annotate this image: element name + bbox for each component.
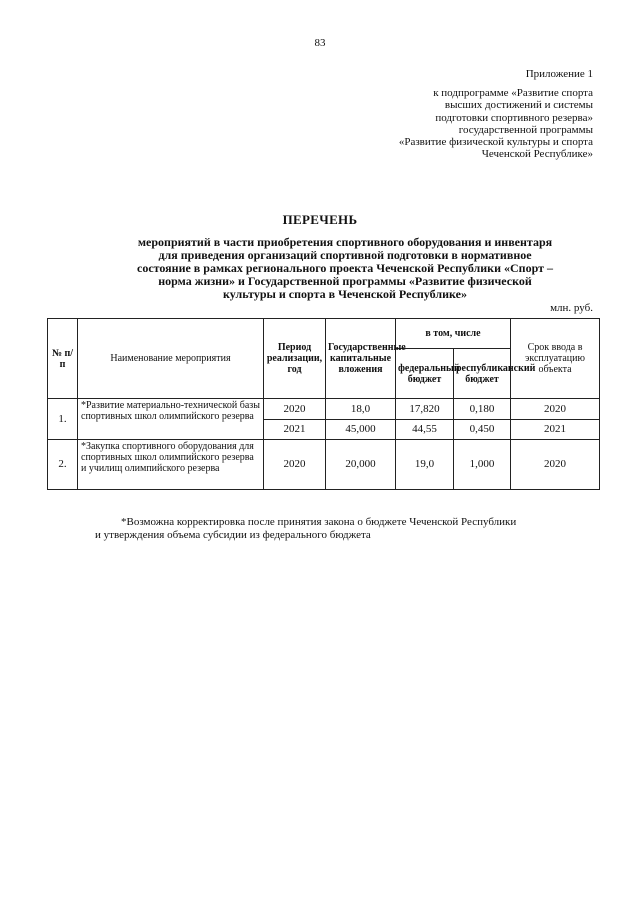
cell-deadline: 2021 [511, 420, 600, 440]
cell-federal: 44,55 [396, 420, 454, 440]
cell-deadline: 2020 [511, 399, 600, 420]
cell-period: 2020 [264, 399, 326, 420]
subtitle-line: культуры и спорта в Чеченской Республике» [223, 287, 467, 301]
cell-period: 2021 [264, 420, 326, 440]
footnote [95, 516, 597, 542]
header-capital: Государственные капитальные вложения [326, 319, 396, 399]
cell-republic: 1,000 [454, 440, 511, 490]
table-row [48, 399, 600, 420]
appendix-line: подготовки спортивного резерва» [435, 111, 593, 124]
appendix-line: высших достижений и системы [444, 99, 593, 112]
footnote-line: и утверждения объема субсидии из федерального бюджета [95, 529, 371, 541]
header-period: Период реализации, год [264, 319, 326, 399]
appendix-line: «Развитие физической культуры и спорта [398, 136, 593, 149]
appendix-line: государственной программы [458, 123, 593, 136]
table-row [48, 440, 600, 490]
subtitle-line: мероприятий в части приобретения спортивного оборудования и инвентаря [137, 235, 553, 249]
appendix-line: к подпрограмме «Развитие спорта [433, 87, 593, 100]
cell-republic: 0,180 [454, 399, 511, 420]
cell-capital: 18,0 [326, 399, 396, 420]
header-deadline: Срок ввода в эксплуатацию объекта [511, 319, 600, 399]
cell-federal: 17,820 [396, 399, 454, 420]
appendix-title: Приложение 1 [525, 68, 593, 80]
subtitle-line: для приведения организаций спортивной подготовки в нормативное [158, 248, 532, 262]
appendix-block [333, 68, 593, 160]
events-table [47, 318, 600, 490]
document-title: ПЕРЕЧЕНЬ [282, 212, 358, 227]
subtitle-line: состояние в рамках регионального проекта Чеченской Республики «Спорт – [137, 261, 553, 275]
cell-capital: 20,000 [326, 440, 396, 490]
subtitle-line: норма жизни» и Государственной программы «Развитие физической [158, 274, 532, 288]
row-name: *Закупка спортивного оборудования для спортивных школ олимпийского резерва и училищ олимпийского резерва [78, 440, 264, 490]
appendix-line: Чеченской Республике» [481, 148, 593, 161]
header-including: в том, числе [396, 319, 511, 349]
header-name: Наименование мероприятия [78, 319, 264, 399]
row-num: 2. [48, 440, 78, 490]
cell-federal: 19,0 [396, 440, 454, 490]
document-subtitle [95, 236, 595, 301]
cell-republic: 0,450 [454, 420, 511, 440]
units-label: млн. руб. [550, 302, 593, 314]
cell-capital: 45,000 [326, 420, 396, 440]
footnote-line: *Возможна корректировка после принятия закона о бюджете Чеченской Республики [121, 516, 517, 528]
header-num: № п/п [48, 319, 78, 399]
header-federal: федеральный бюджет [396, 349, 454, 399]
row-num: 1. [48, 399, 78, 440]
page-number: 83 [314, 37, 326, 49]
header-republic: республиканский бюджет [454, 349, 511, 399]
cell-period: 2020 [264, 440, 326, 490]
row-name: *Развитие материально-технической базы спортивных школ олимпийского резерва [78, 399, 264, 440]
cell-deadline: 2020 [511, 440, 600, 490]
